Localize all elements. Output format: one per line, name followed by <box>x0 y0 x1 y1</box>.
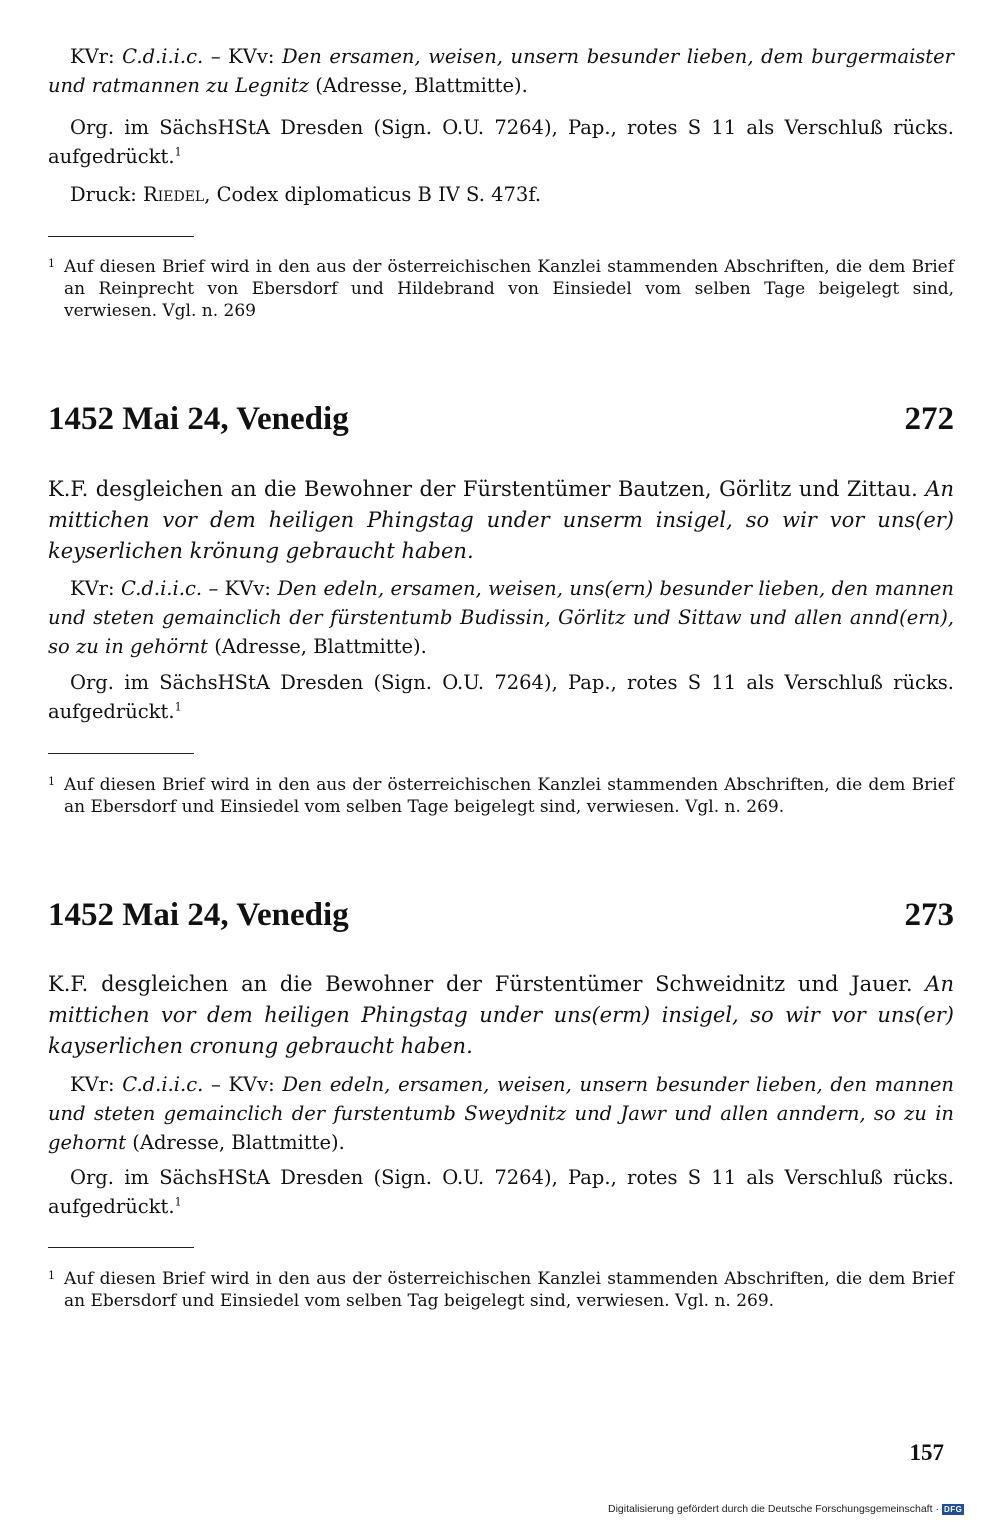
footnote-rule <box>48 1247 194 1248</box>
footnote: 1 Auf diesen Brief wird in den aus der österreichischen Kanzlei stammenden Abschriften, die dem Brief an Ebersdorf und Einsiedel vom selben Tage beigelegt sind, verwiesen. Vgl. n. 269. <box>48 775 954 817</box>
digitization-footer: Digitalisierung gefördert durch die Deutsche Forschungsgemeinschaft · DFG <box>608 1503 963 1515</box>
dfg-logo: DFG <box>944 1504 963 1514</box>
footnote: 1 Auf diesen Brief wird in den aus der österreichischen Kanzlei stammenden Abschriften, die dem Brief an Reinprecht von Ebersdorf und Hildebrand von Einsiedel vom selben Tage beigelegt sind, verwiesen. Vgl. n. 269 <box>48 257 954 321</box>
footnote-rule <box>48 753 194 754</box>
regest-summary: K.F. desgleichen an die Bewohner der Fürstentümer Bautzen, Görlitz und Zittau. An mittichen vor dem heiligen Phingstag under unserm insigel, so wir vor uns(er) keyserlichen krönung gebraucht haben. <box>48 477 954 563</box>
kvr-kvv-paragraph: KVr: C.d.i.i.c. – KVv: Den edeln, ersamen, weisen, unsern besunder lieben, den mannen und steten gemainclich der furstentumb Sweydnitz und Jawr und allen anndern, so zu in gehornt (Adresse, Blattmitte). <box>48 1073 954 1154</box>
entry-date: 1452 Mai 24, Venedig <box>48 897 349 933</box>
footnote: 1 Auf diesen Brief wird in den aus der österreichischen Kanzlei stammenden Abschriften, die dem Brief an Ebersdorf und Einsiedel vom selben Tag beigelegt sind, verwiesen. Vgl. n. 269. <box>48 1269 954 1311</box>
footer-text: Digitalisierung gefördert durch die Deutsche Forschungsgemeinschaft <box>608 1503 933 1515</box>
document-page <box>48 0 954 1524</box>
original-paragraph: Org. im SächsHStA Dresden (Sign. O.U. 7264), Pap., rotes S 11 als Verschluß rücks. aufgedrückt.$^1$ <box>48 116 954 168</box>
entry-heading-273 <box>48 893 954 937</box>
entry-number: 273 <box>904 897 954 933</box>
kvr-kvv-paragraph: KVr: C.d.i.i.c. – KVv: Den edeln, ersamen, weisen, uns(ern) besunder lieben, den mannen und steten gemainclich der fürstentumb Budissin, Görlitz und Sittaw und allen annd(ern), so zu in gehörnt (Adresse, Blattmitte). <box>48 577 954 658</box>
kvr-kvv-paragraph: KVr: C.d.i.i.c. – KVv: Den ersamen, weisen, unsern besunder lieben, dem burgermaister und ratmannen zu Legnitz (Adresse, Blattmitte). <box>48 45 955 97</box>
entry-date: 1452 Mai 24, Venedig <box>48 401 349 437</box>
original-paragraph: Org. im SächsHStA Dresden (Sign. O.U. 7264), Pap., rotes S 11 als Verschluß rücks. aufgedrückt.$^1$ <box>48 1166 954 1218</box>
original-paragraph: Org. im SächsHStA Dresden (Sign. O.U. 7264), Pap., rotes S 11 als Verschluß rücks. aufgedrückt.$^1$ <box>48 671 954 723</box>
entry-number: 272 <box>904 401 954 437</box>
footnote-rule <box>48 236 194 237</box>
druck-paragraph: Druck: Riedel, Codex diplomaticus B IV S. 473f. <box>70 183 542 206</box>
entry-heading-272 <box>48 397 954 441</box>
page-number: 157 <box>909 1440 944 1465</box>
regest-summary: K.F. desgleichen an die Bewohner der Fürstentümer Schweidnitz und Jauer. An mittichen vor dem heiligen Phingstag under uns(erm) insigel, so wir vor uns(er) kayserlichen cronung gebraucht haben. <box>48 972 954 1058</box>
